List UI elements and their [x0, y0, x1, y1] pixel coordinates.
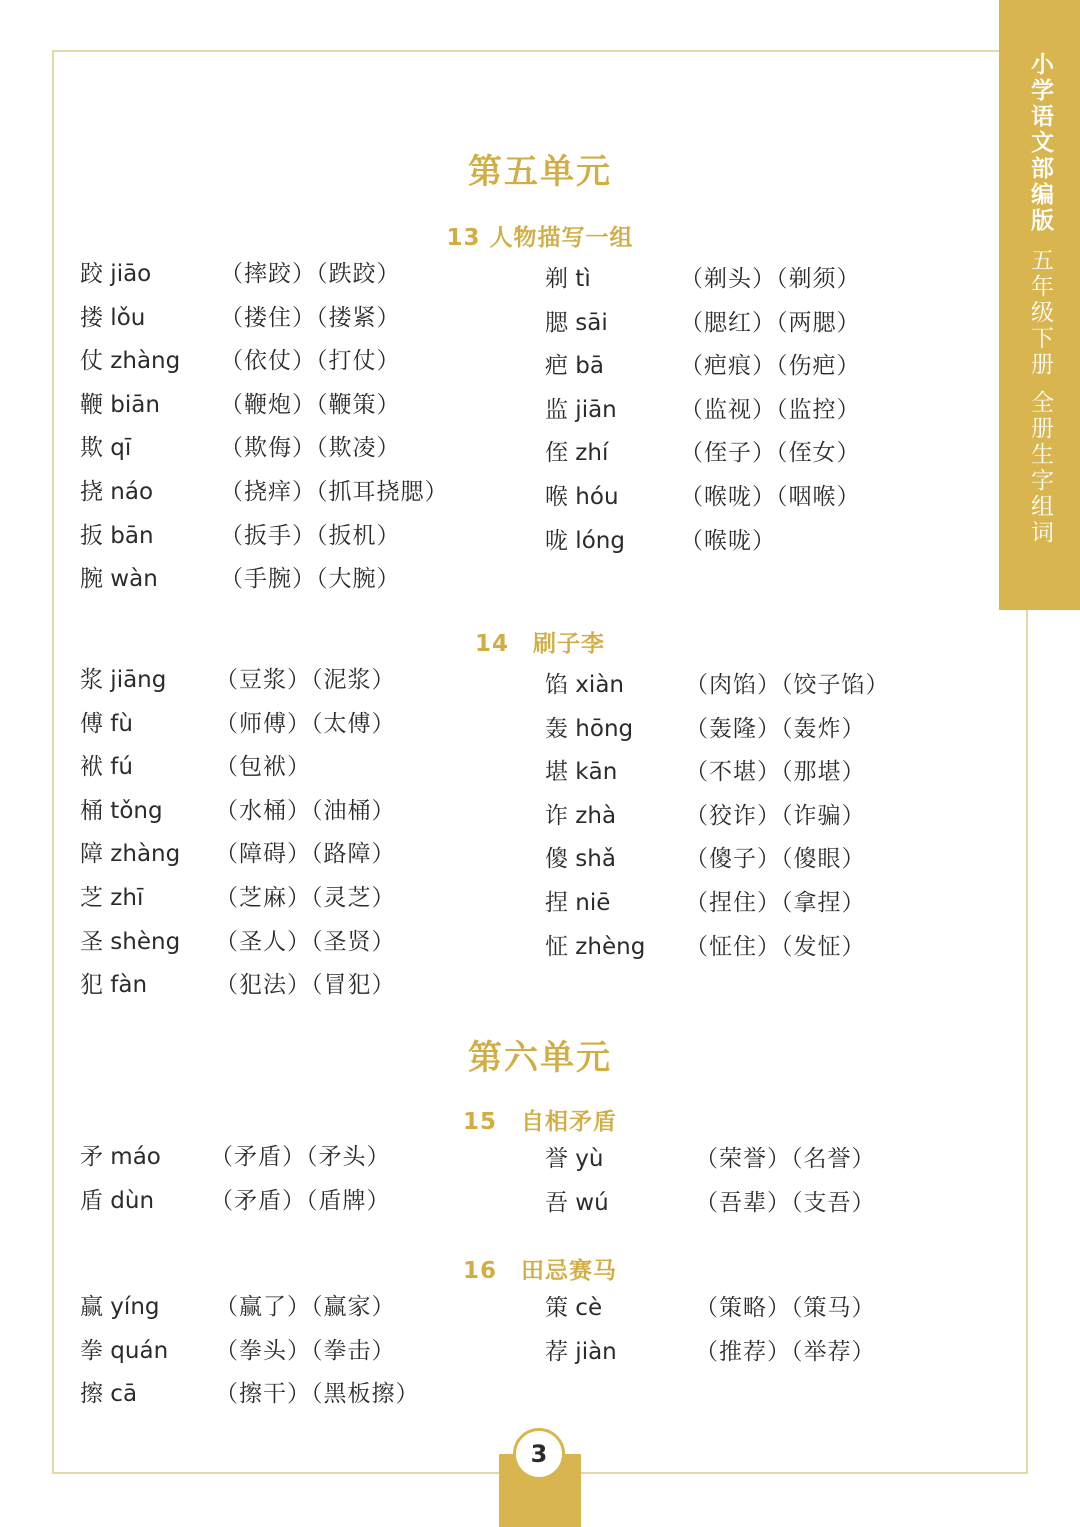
character-pinyin: 圣 shèng: [80, 928, 181, 955]
lesson-14-right-column: [545, 670, 945, 975]
character-pinyin: 傻 shǎ: [545, 846, 616, 873]
character-pinyin: 捏 niē: [545, 889, 611, 916]
compound-words: （矛盾）（盾牌）: [210, 1187, 391, 1214]
compound-words: （腮红）（两腮）: [680, 309, 861, 336]
compound-words: （捏住）（拿捏）: [685, 889, 866, 916]
lesson-title: 14 刷子李: [474, 631, 605, 657]
grade-label: 五年级下册: [1027, 248, 1053, 378]
character-pinyin: 腮 sāi: [545, 309, 608, 336]
lesson-16-left-column: [80, 1292, 480, 1423]
character-pinyin: 拳 quán: [80, 1337, 169, 1364]
vocab-row: [545, 308, 945, 352]
compound-words: （欺侮）（欺凌）: [220, 435, 401, 462]
compound-words: （拳头）（拳击）: [215, 1337, 396, 1364]
side-tab: [999, 0, 1080, 610]
lesson-15-left-column: [80, 1142, 480, 1229]
vocab-row: [80, 1186, 480, 1230]
character-pinyin: 怔 zhèng: [545, 933, 646, 960]
compound-words: （吾辈）（支吾）: [695, 1189, 876, 1216]
vocab-row: [545, 714, 945, 758]
character-pinyin: 侄 zhí: [545, 440, 609, 467]
compound-words: （狡诈）（诈骗）: [685, 802, 866, 829]
compound-words: （包袱）: [215, 754, 311, 781]
lesson-13-right-column: [545, 264, 945, 569]
compound-words: （擦干）（黑板擦）: [215, 1381, 420, 1408]
vocab-row: [545, 1293, 945, 1337]
vocab-row: [80, 927, 480, 971]
compound-words: （摔跤）（跌跤）: [220, 261, 401, 287]
vocab-row: [545, 670, 945, 714]
vocab-row: [80, 564, 480, 608]
compound-words: （喉咙）: [680, 527, 776, 554]
compound-words: （傻子）（傻眼）: [685, 846, 866, 873]
vocab-row: [545, 526, 945, 570]
character-pinyin: 矛 máo: [80, 1144, 161, 1170]
vocab-row: [80, 839, 480, 883]
compound-words: （剃头）（剃须）: [680, 266, 861, 292]
vocab-row: [80, 1379, 480, 1423]
vocab-row: [80, 346, 480, 390]
vocab-row: [545, 888, 945, 932]
vocab-row: [80, 796, 480, 840]
vocab-row: [80, 477, 480, 521]
vocab-row: [80, 665, 480, 709]
vocab-row: [80, 390, 480, 434]
character-pinyin: 挠 náo: [80, 478, 154, 505]
character-pinyin: 欺 qī: [80, 435, 132, 462]
compound-words: （监视）（监控）: [680, 396, 861, 423]
vocab-row: [80, 709, 480, 753]
vocab-row: [545, 844, 945, 888]
character-pinyin: 浆 jiāng: [80, 667, 167, 693]
character-pinyin: 擦 cā: [80, 1381, 138, 1408]
compound-words: （策略）（策马）: [695, 1295, 876, 1321]
lesson-title: 15 自相矛盾: [462, 1109, 617, 1135]
compound-words: （肉馅）（饺子馅）: [685, 672, 890, 698]
compound-words: （怔住）（发怔）: [685, 933, 866, 960]
compound-words: （犯法）（冒犯）: [215, 972, 396, 999]
character-pinyin: 轰 hōng: [545, 715, 634, 742]
lesson-title: 16 田忌赛马: [462, 1258, 617, 1284]
character-pinyin: 搂 lǒu: [80, 304, 146, 331]
vocab-row: [545, 264, 945, 308]
book-subtitle: 全册生字组词: [1027, 390, 1053, 546]
vocab-row: [545, 1337, 945, 1381]
character-pinyin: 赢 yíng: [80, 1294, 160, 1320]
character-pinyin: 障 zhàng: [80, 841, 181, 868]
compound-words: （水桶）（油桶）: [215, 797, 396, 824]
vocab-row: [80, 259, 480, 303]
character-pinyin: 跤 jiāo: [80, 261, 152, 287]
unit-title: 第六单元: [468, 1038, 612, 1078]
compound-words: （手腕）（大腕）: [220, 566, 401, 593]
character-pinyin: 扳 bān: [80, 522, 154, 549]
character-pinyin: 策 cè: [545, 1295, 603, 1321]
vocab-row: [80, 1292, 480, 1336]
character-pinyin: 剃 tì: [545, 266, 591, 292]
compound-words: （障碍）（路障）: [215, 841, 396, 868]
vocab-row: [80, 970, 480, 1014]
character-pinyin: 喉 hóu: [545, 483, 619, 510]
vocab-row: [545, 438, 945, 482]
vocab-row: [80, 521, 480, 565]
character-pinyin: 桶 tǒng: [80, 797, 163, 824]
compound-words: （不堪）（那堪）: [685, 759, 866, 786]
compound-words: （鞭炮）（鞭策）: [220, 391, 401, 418]
compound-words: （轰隆）（轰炸）: [685, 715, 866, 742]
series-title: 小学语文部编版: [1027, 52, 1053, 234]
character-pinyin: 芝 zhī: [80, 884, 144, 911]
character-pinyin: 鞭 biān: [80, 391, 160, 418]
lesson-15-right-column: [545, 1144, 945, 1231]
vocab-row: [80, 1142, 480, 1186]
character-pinyin: 傅 fù: [80, 710, 133, 737]
compound-words: （师傅）（太傅）: [215, 710, 396, 737]
character-pinyin: 堪 kān: [545, 759, 618, 786]
compound-words: （豆浆）（泥浆）: [215, 667, 396, 693]
lesson-16-right-column: [545, 1293, 945, 1380]
character-pinyin: 袱 fú: [80, 754, 133, 781]
compound-words: （扳手）（扳机）: [220, 522, 401, 549]
vocab-row: [80, 1336, 480, 1380]
compound-words: （矛盾）（矛头）: [210, 1144, 391, 1170]
lesson-title: 13 人物描写一组: [446, 225, 634, 251]
character-pinyin: 荐 jiàn: [545, 1338, 617, 1365]
vocab-row: [545, 395, 945, 439]
character-pinyin: 疤 bā: [545, 353, 605, 380]
vocab-row: [545, 1188, 945, 1232]
compound-words: （芝麻）（灵芝）: [215, 884, 396, 911]
lesson-13-left-column: [80, 259, 480, 608]
compound-words: （挠痒）（抓耳挠腮）: [220, 478, 449, 505]
character-pinyin: 咙 lóng: [545, 527, 625, 554]
compound-words: （赢了）（赢家）: [215, 1294, 396, 1320]
character-pinyin: 犯 fàn: [80, 972, 148, 999]
character-pinyin: 吾 wú: [545, 1189, 609, 1216]
compound-words: （依仗）（打仗）: [220, 348, 401, 375]
vocab-row: [80, 752, 480, 796]
compound-words: （喉咙）（咽喉）: [680, 483, 861, 510]
vocab-row: [545, 757, 945, 801]
compound-words: （搂住）（搂紧）: [220, 304, 401, 331]
vocab-row: [545, 932, 945, 976]
page-number: 3: [513, 1428, 565, 1480]
vocab-row: [545, 801, 945, 845]
vocab-row: [545, 351, 945, 395]
lesson-14-left-column: [80, 665, 480, 1014]
character-pinyin: 誉 yù: [545, 1146, 604, 1172]
vocab-row: [545, 482, 945, 526]
character-pinyin: 仗 zhàng: [80, 348, 181, 375]
vocab-row: [80, 303, 480, 347]
character-pinyin: 盾 dùn: [80, 1187, 155, 1214]
vocab-row: [80, 883, 480, 927]
character-pinyin: 腕 wàn: [80, 566, 158, 593]
compound-words: （疤痕）（伤疤）: [680, 353, 861, 380]
unit-title: 第五单元: [468, 152, 612, 192]
compound-words: （侄子）（侄女）: [680, 440, 861, 467]
character-pinyin: 馅 xiàn: [545, 672, 624, 698]
compound-words: （圣人）（圣贤）: [215, 928, 396, 955]
character-pinyin: 监 jiān: [545, 396, 617, 423]
compound-words: （推荐）（举荐）: [695, 1338, 876, 1365]
compound-words: （荣誉）（名誉）: [695, 1146, 876, 1172]
vocab-row: [545, 1144, 945, 1188]
vocab-row: [80, 433, 480, 477]
character-pinyin: 诈 zhà: [545, 802, 617, 829]
